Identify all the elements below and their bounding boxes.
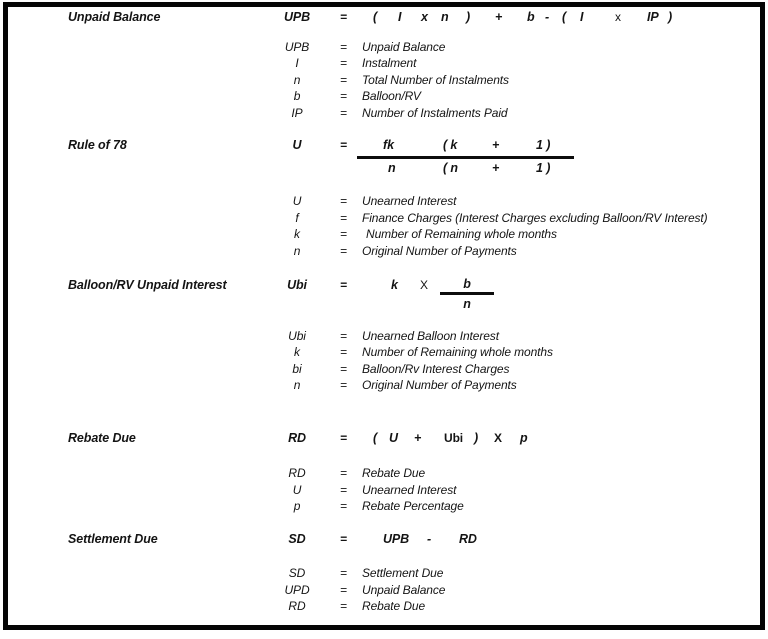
definition-row (0, 106, 768, 121)
definition-symbol: I (295, 56, 299, 70)
equals-sign: = (340, 362, 347, 376)
definition-description: Rebate Percentage (362, 499, 464, 513)
definition-symbol: p (293, 499, 301, 513)
definition-description: Unearned Balloon Interest (362, 329, 499, 343)
definition-description: Rebate Due (362, 466, 426, 480)
definition-row (0, 89, 768, 104)
formula-token: ( (373, 431, 378, 445)
formula-token: - (545, 10, 550, 24)
fraction-numerator: b (463, 277, 471, 291)
formula-token: ( k (443, 138, 458, 152)
definition-symbol: f (295, 211, 299, 225)
formula-token: + (495, 10, 503, 24)
equals-sign: = (340, 40, 347, 54)
formula-token: I (398, 10, 402, 24)
formula-row (0, 278, 768, 293)
formula-token: RD (459, 532, 477, 546)
formula-row (0, 431, 768, 446)
formula-row (0, 138, 768, 153)
definition-description: Instalment (362, 56, 417, 70)
definition-row (0, 227, 768, 242)
formula-token: ( (562, 10, 567, 24)
definition-symbol: UPB (284, 40, 310, 54)
section-label: Rebate Due (68, 431, 136, 445)
formula-token: x (421, 10, 428, 24)
formula-token: I (580, 10, 584, 24)
definition-symbol: Ubi (288, 329, 306, 343)
equals-sign: = (340, 106, 347, 120)
fraction-bar (357, 156, 574, 159)
formula-symbol: U (292, 138, 302, 152)
definition-description: Settlement Due (362, 566, 444, 580)
equals-sign: = (340, 138, 347, 152)
definition-row (0, 466, 768, 481)
formula-token: - (427, 532, 432, 546)
definition-row (0, 56, 768, 71)
formula-row (0, 10, 768, 25)
formula-token: 1 ) (536, 138, 551, 152)
definition-description: Finance Charges (Interest Charges excluding Balloon/RV Interest) (362, 211, 708, 225)
definition-row (0, 583, 768, 598)
formula-token: ( n (443, 161, 458, 175)
definition-row (0, 483, 768, 498)
formula-token: ) (474, 431, 479, 445)
equals-sign: = (340, 56, 347, 70)
definition-row (0, 499, 768, 514)
equals-sign: = (340, 194, 347, 208)
formula-token: Ubi (444, 431, 464, 445)
formula-token: IP (647, 10, 659, 24)
definition-symbol: b (293, 89, 301, 103)
definition-symbol: SD (288, 566, 306, 580)
definition-description: Total Number of Instalments (362, 73, 509, 87)
equals-sign: = (340, 499, 347, 513)
definition-symbol: k (294, 227, 300, 241)
definition-row (0, 211, 768, 226)
section-label: Settlement Due (68, 532, 158, 546)
definition-description: Number of Remaining whole months (366, 227, 557, 241)
equals-sign: = (340, 211, 347, 225)
definition-row (0, 329, 768, 344)
fraction-denominator: n (463, 297, 471, 311)
formula-token: x (615, 10, 621, 24)
equals-sign: = (340, 10, 347, 24)
definition-row (0, 378, 768, 393)
formula-row (0, 297, 768, 312)
definition-description: Unearned Interest (362, 194, 457, 208)
section-label: Rule of 78 (68, 138, 127, 152)
definition-symbol: k (294, 345, 300, 359)
definition-symbol: RD (288, 599, 306, 613)
formula-symbol: SD (288, 532, 306, 546)
formula-token: ) (466, 10, 471, 24)
definition-description: Original Number of Payments (362, 378, 517, 392)
definition-description: Unpaid Balance (362, 583, 446, 597)
formula-token: + (492, 161, 500, 175)
definition-symbol: UPD (284, 583, 310, 597)
formula-token: ( (373, 10, 378, 24)
formula-symbol: UPB (283, 10, 311, 24)
definition-description: Original Number of Payments (362, 244, 517, 258)
formula-token: + (414, 431, 422, 445)
equals-sign: = (340, 466, 347, 480)
equals-sign: = (340, 532, 347, 546)
section-label: Balloon/RV Unpaid Interest (68, 278, 227, 292)
formula-token: 1 ) (536, 161, 551, 175)
equals-sign: = (340, 345, 347, 359)
formula-token: ) (668, 10, 673, 24)
formula-token: fk (383, 138, 394, 152)
equals-sign: = (340, 227, 347, 241)
definition-symbol: n (293, 244, 301, 258)
equals-sign: = (340, 431, 347, 445)
equals-sign: = (340, 378, 347, 392)
definition-row (0, 244, 768, 259)
definition-description: Number of Remaining whole months (362, 345, 553, 359)
formula-token: + (492, 138, 500, 152)
formula-row (0, 161, 768, 176)
definition-description: Rebate Due (362, 599, 426, 613)
definition-row (0, 362, 768, 377)
fraction-bar (440, 292, 494, 295)
definition-description: Balloon/RV (362, 89, 421, 103)
definition-description: Unpaid Balance (362, 40, 446, 54)
equals-sign: = (340, 89, 347, 103)
definition-description: Unearned Interest (362, 483, 457, 497)
definition-row (0, 345, 768, 360)
formula-token: k (391, 278, 398, 292)
definition-symbol: n (293, 73, 301, 87)
definition-row (0, 40, 768, 55)
equals-sign: = (340, 599, 347, 613)
equals-sign: = (340, 566, 347, 580)
formula-token: p (520, 431, 528, 445)
definition-symbol: U (292, 194, 302, 208)
equals-sign: = (340, 483, 347, 497)
multiply-sign: X (494, 431, 502, 445)
section-label: Unpaid Balance (68, 10, 161, 24)
formula-token: n (388, 161, 396, 175)
definition-symbol: RD (288, 466, 306, 480)
definition-symbol: bi (292, 362, 302, 376)
formula-row (0, 532, 768, 547)
equals-sign: = (340, 329, 347, 343)
formula-token: n (441, 10, 449, 24)
formula-token: UPB (383, 532, 410, 546)
definition-row (0, 599, 768, 614)
formula-symbol: Ubi (287, 278, 307, 292)
formula-token: U (389, 431, 398, 445)
equals-sign: = (340, 73, 347, 87)
definition-row (0, 73, 768, 88)
definition-symbol: U (292, 483, 302, 497)
formula-symbol: RD (288, 431, 306, 445)
definition-row (0, 566, 768, 581)
definition-row (0, 194, 768, 209)
definition-description: Number of Instalments Paid (362, 106, 508, 120)
definition-symbol: n (293, 378, 301, 392)
definition-description: Balloon/Rv Interest Charges (362, 362, 510, 376)
equals-sign: = (340, 278, 347, 292)
formula-token: b (527, 10, 535, 24)
multiply-sign: X (420, 278, 428, 292)
equals-sign: = (340, 244, 347, 258)
definition-symbol: IP (291, 106, 303, 120)
equals-sign: = (340, 583, 347, 597)
